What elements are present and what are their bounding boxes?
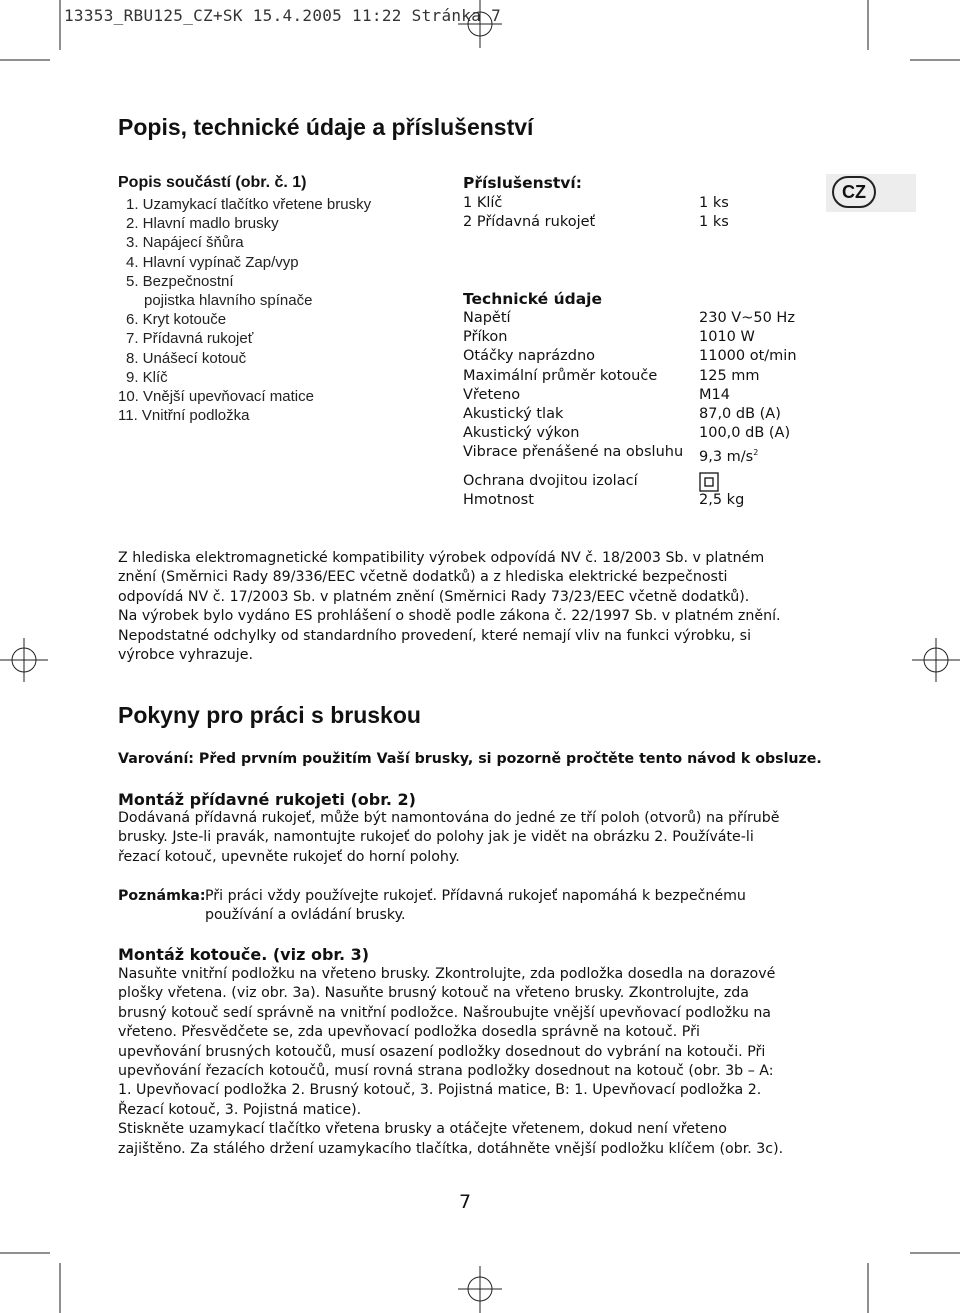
note-label: Poznámka:	[118, 888, 206, 904]
spec-key: Napětí	[463, 310, 511, 326]
spec-row	[463, 309, 797, 328]
text-line: brusný kotouč sedí správně na vnitřní podložce. Našroubujte vnější upevňovací podložku na	[118, 1004, 772, 1021]
page-number: 7	[459, 1191, 472, 1213]
text-line: plošky vřetena. (viz obr. 3a). Nasuňte brusný kotouč na vřeteno brusky. Zkontrolujte, zda	[118, 985, 749, 1002]
section-text	[118, 809, 838, 867]
accessory-row	[463, 194, 729, 213]
text-line: Nasuňte vnitřní podložku na vřeteno brusky. Zkontrolujte, zda podložka dosedla na dorazové	[118, 966, 776, 982]
weight-value: 2,5 kg	[699, 492, 745, 508]
text-line: Z hlediska elektromagnetické kompatibility výrobek odpovídá NV č. 18/2003 Sb. v platném	[118, 550, 765, 566]
text-line: používání a ovládání brusky.	[205, 907, 406, 924]
text-line: výrobce vyhrazuje.	[118, 647, 253, 664]
list-item: 7. Přídavná rukojeť	[126, 330, 254, 348]
page-title: Popis, technické údaje a příslušenství	[118, 114, 534, 140]
text-line: Nepodstatné odchylky od standardního provedení, které nemají vliv na funkci výrobku, si	[118, 627, 752, 644]
spec-row	[463, 443, 797, 467]
spec-key: Příkon	[463, 329, 508, 346]
text-line: znění (Směrnici Rady 89/336/EEC včetně dodatků) a z hlediska elektrické bezpečnosti	[118, 569, 728, 586]
parts-heading: Popis součástí (obr. č. 1)	[118, 174, 307, 191]
insulation-label: Ochrana dvojitou izolací	[463, 473, 638, 489]
spec-value: 87,0 dB (A)	[699, 406, 781, 423]
section-text	[118, 965, 838, 1159]
parts-section	[118, 173, 371, 425]
accessory-name: 1 Klíč	[463, 195, 503, 211]
text-line: vřeteno. Přesvědčete se, zda upevňovací podložka dosedla správně na kotouč. Při	[118, 1024, 700, 1041]
list-item: 3. Napájecí šňůra	[126, 234, 244, 252]
text-line: upevňování řezacích kotoučů, musí rovná strana podložky dosednout na kotouč (obr. 3b – A:	[118, 1063, 774, 1080]
spec-key: Akustický tlak	[463, 406, 564, 423]
spec-row	[463, 405, 797, 424]
spec-value: 230 V~50 Hz	[699, 310, 795, 326]
spec-row	[463, 424, 797, 443]
language-code: CZ	[832, 176, 876, 208]
accessory-row	[463, 213, 729, 232]
weight-row	[463, 491, 744, 510]
accessories-heading: Příslušenství:	[463, 174, 582, 192]
list-item: 8. Unášecí kotouč	[126, 349, 247, 367]
spec-row	[463, 367, 797, 386]
list-item: 2. Hlavní madlo brusky	[126, 215, 279, 233]
accessory-qty: 1 ks	[699, 195, 729, 211]
text-line: Stiskněte uzamykací tlačítko vřetena brusky a otáčejte vřetenem, dokud není vřeteno	[118, 1121, 727, 1138]
list-item: 5. Bezpečnostní	[126, 272, 234, 290]
spec-row	[463, 328, 797, 347]
accessories-section	[463, 173, 729, 232]
text-line: odpovídá NV č. 17/2003 Sb. v platném znění (Směrnici Rady 73/23/EEC včetně dodatků).	[118, 588, 750, 605]
weight-label: Hmotnost	[463, 492, 534, 508]
spec-value: 1010 W	[699, 329, 755, 346]
spec-key: Maximální průměr kotouče	[463, 367, 658, 384]
vibration-value: 9,3 m/s	[699, 449, 754, 466]
spec-value: 125 mm	[699, 367, 760, 384]
vibration-exponent: 2	[753, 448, 759, 458]
compliance-paragraph	[118, 549, 838, 665]
parts-list	[118, 195, 371, 425]
spec-value: 100,0 dB (A)	[699, 425, 791, 442]
text-line: Dodávaná přídavná rukojeť, může být namontována do jedné ze tří poloh (otvorů) na přírubě	[118, 810, 780, 826]
instructions-title: Pokyny pro práci s bruskou	[118, 702, 421, 728]
text-line: Na výrobek bylo vydáno ES prohlášení o shodě podle zákona č. 22/1997 Sb. v platném znění.	[118, 608, 781, 625]
language-badge	[826, 174, 916, 212]
section-heading: Montáž přídavné rukojeti (obr. 2)	[118, 790, 416, 809]
list-item: 4. Hlavní vypínač Zap/vyp	[126, 253, 299, 271]
spec-key: Akustický výkon	[463, 425, 580, 442]
print-header: 13353_RBU125_CZ+SK 15.4.2005 11:22 Stránka 7	[64, 6, 502, 25]
spec-row	[463, 386, 797, 405]
text-line: zajištěno. Za stálého držení uzamykacího tlačítka, dotáhněte vnější podložku klíčem (obr. 3c).	[118, 1140, 784, 1157]
spec-value: 11000 ot/min	[699, 348, 797, 365]
spec-value	[699, 443, 758, 467]
text-line: řezací kotouč, upevněte rukojeť do horní polohy.	[118, 848, 460, 865]
list-item: 10. Vnější upevňovací matice	[118, 388, 314, 406]
specs-section	[463, 289, 797, 467]
text-line: 1. Upevňovací podložka 2. Brusný kotouč, 3. Pojistná matice, B: 1. Upevňovací podložka 2.	[118, 1082, 762, 1099]
list-item: 9. Klíč	[126, 368, 168, 386]
accessory-qty: 1 ks	[699, 214, 729, 231]
list-item: 6. Kryt kotouče	[126, 311, 227, 329]
spec-value: M14	[699, 386, 730, 403]
list-item: pojistka hlavního spínače	[144, 292, 313, 310]
spec-row	[463, 347, 797, 366]
specs-heading: Technické údaje	[463, 290, 603, 308]
text-line: Při práci vždy používejte rukojeť. Přídavná rukojeť napomáhá k bezpečnému	[205, 888, 746, 904]
text-line: upevňování brusných kotoučů, musí osazení podložky dosednout do vybrání na kotouči. Při	[118, 1043, 766, 1060]
text-line: brusky. Jste-li pravák, namontujte rukojeť do polohy jak je vidět na obrázku 2. Používáte-li	[118, 829, 754, 846]
warning-text: Varování: Před prvním použitím Vaší brusky, si pozorně pročtěte tento návod k obsluze.	[118, 751, 822, 767]
spec-key: Vibrace přenášené na obsluhu	[463, 444, 684, 461]
list-item: 1. Uzamykací tlačítko vřetene brusky	[126, 196, 372, 213]
accessory-name: 2 Přídavná rukojeť	[463, 214, 596, 231]
list-item: 11. Vnitřní podložka	[118, 407, 250, 425]
spec-key: Vřeteno	[463, 386, 521, 403]
spec-key: Otáčky naprázdno	[463, 348, 596, 365]
section-heading: Montáž kotouče. (viz obr. 3)	[118, 945, 370, 964]
text-line: Řezací kotouč, 3. Pojistná matice).	[118, 1101, 362, 1118]
note-text	[205, 887, 825, 926]
